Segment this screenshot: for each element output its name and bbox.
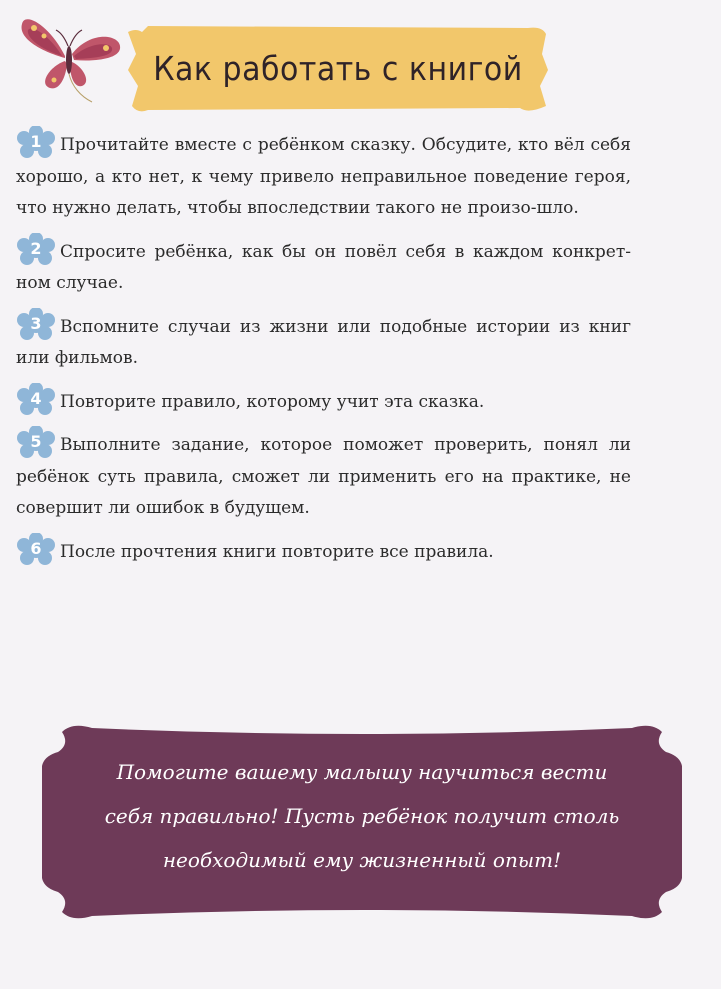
flower-icon bbox=[16, 383, 56, 415]
step-number: 4 bbox=[30, 388, 42, 408]
step-item bbox=[16, 426, 631, 525]
title-banner bbox=[128, 24, 548, 114]
step-text: Повторите правило, которому учит эта сказка. bbox=[60, 391, 485, 412]
flower-icon bbox=[16, 426, 56, 458]
step-text: Спросите ребёнка, как бы он повёл себя в каждом конкрет-ном случае. bbox=[16, 241, 631, 293]
flower-icon bbox=[16, 308, 56, 340]
step-item bbox=[16, 308, 631, 375]
step-text: Вспомните случаи из жизни или подобные истории из книг или фильмов. bbox=[16, 316, 631, 368]
step-number: 6 bbox=[30, 538, 42, 558]
flower-icon bbox=[16, 126, 56, 158]
step-text: Прочитайте вместе с ребёнком сказку. Обсудите, кто вёл себя хорошо, а кто нет, к чему привело неправильное поведение героя, что нужно делать, чтобы впоследствии такого не произо-шло. bbox=[16, 135, 631, 218]
step-item bbox=[16, 383, 631, 419]
step-number: 2 bbox=[30, 238, 42, 258]
page-title: Как работать с книгой bbox=[153, 49, 523, 89]
step-item bbox=[16, 126, 631, 225]
step-number: 5 bbox=[30, 432, 42, 452]
steps-list bbox=[16, 126, 631, 576]
butterfly-icon bbox=[10, 6, 128, 106]
step-number: 3 bbox=[30, 313, 42, 333]
step-item bbox=[16, 233, 631, 300]
bottom-note-line: себя правильно! Пусть ребёнок получит столь bbox=[104, 804, 620, 828]
step-text: Выполните задание, которое поможет проверить, понял ли ребёнок суть правила, сможет ли применить его на практике, не совершит ли ошибок в будущем. bbox=[16, 435, 631, 518]
flower-icon bbox=[16, 533, 56, 565]
step-text: После прочтения книги повторите все правила. bbox=[60, 541, 494, 562]
bottom-note-line: Помогите вашему малышу научиться вести bbox=[116, 760, 608, 784]
bottom-note bbox=[62, 750, 662, 882]
step-item bbox=[16, 533, 631, 569]
bottom-banner bbox=[32, 722, 692, 922]
step-number: 1 bbox=[30, 132, 42, 152]
bottom-note-line: необходимый ему жизненный опыт! bbox=[162, 848, 562, 872]
flower-icon bbox=[16, 233, 56, 265]
